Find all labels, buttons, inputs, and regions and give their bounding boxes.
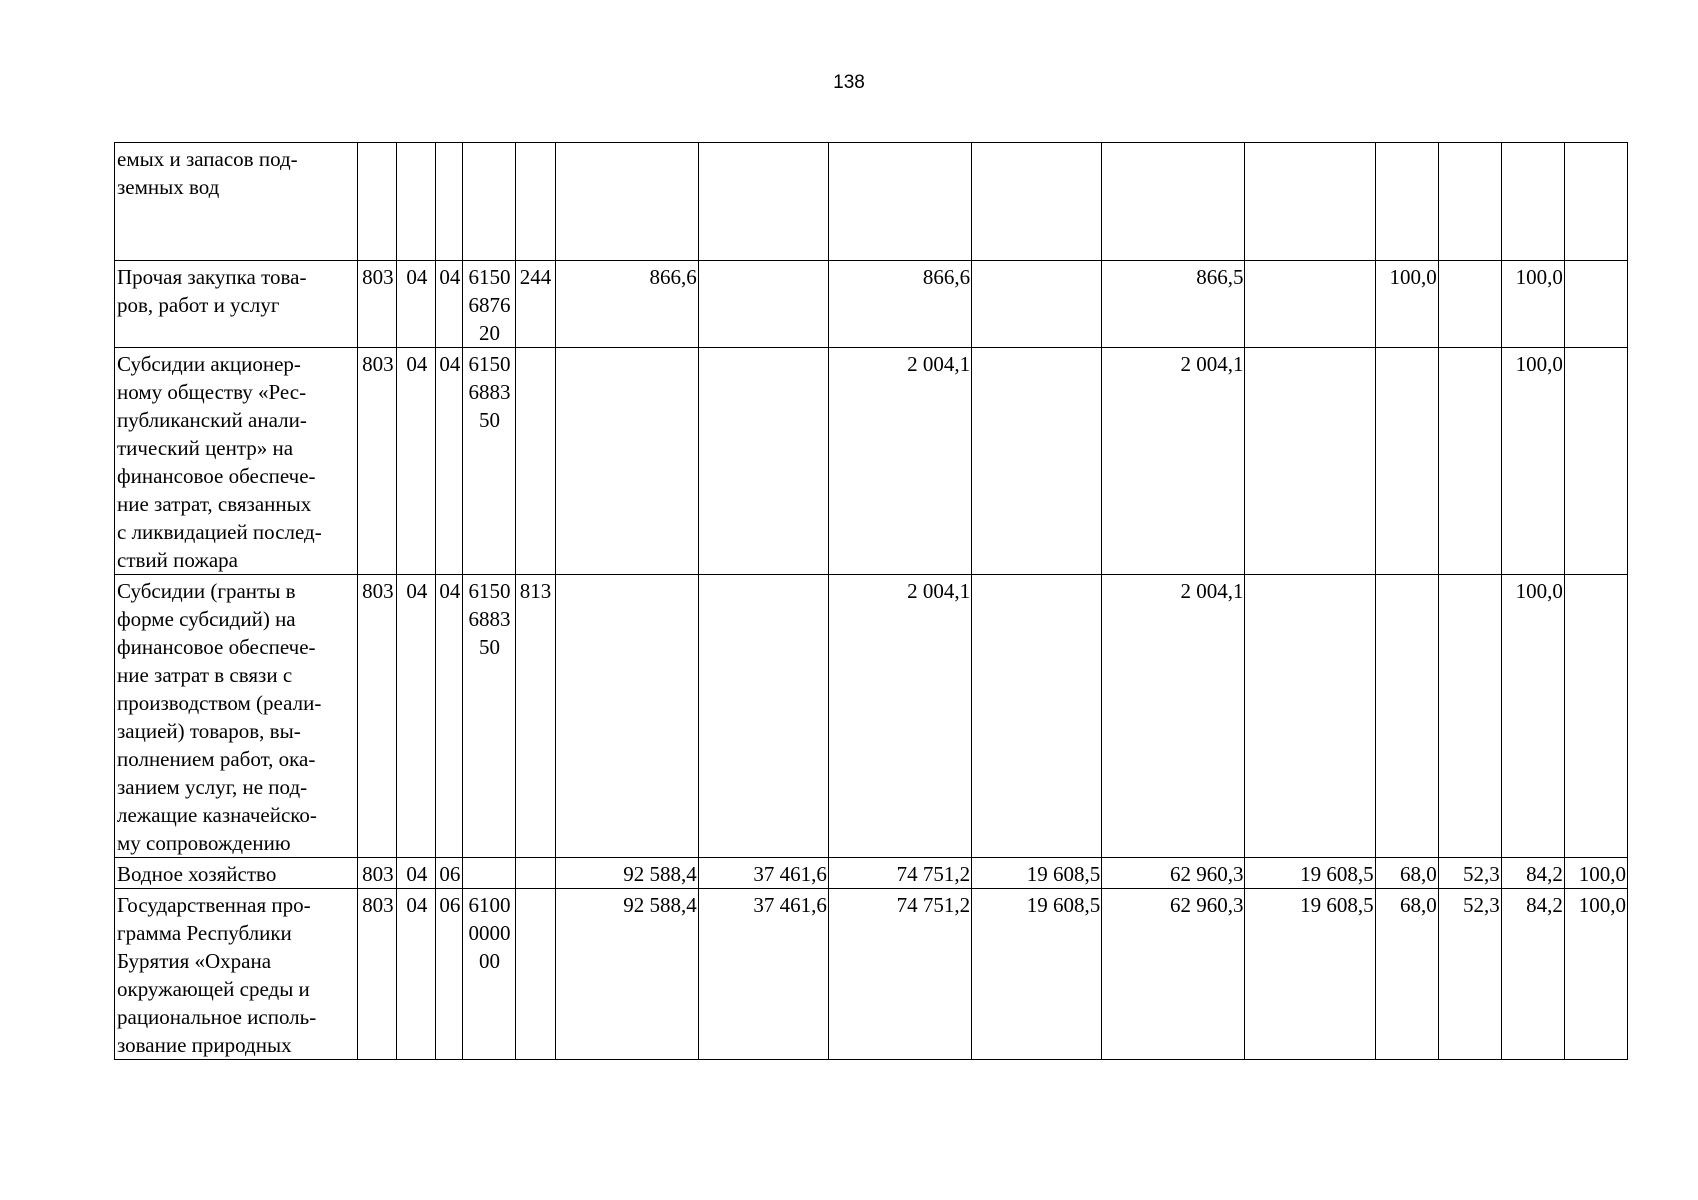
- table-row: [115, 889, 1628, 1060]
- row-name-cell: Водное хозяйство: [115, 858, 358, 889]
- code-section-cell: 04: [397, 858, 436, 889]
- code-subsection-cell: 06: [436, 858, 463, 889]
- code-subsection-cell: [436, 143, 463, 261]
- code-expense-type-cell: [515, 348, 555, 575]
- row-name-cell: емых и запасов под- земных вод: [115, 143, 358, 261]
- percent-plan-total-cell: [1375, 143, 1438, 261]
- value-actual-federal-cell: 19 608,5: [1245, 858, 1375, 889]
- value-plan-total-cell: [555, 143, 698, 261]
- code-expense-type-cell: [515, 889, 555, 1060]
- value-plan-total-cell: [555, 575, 698, 858]
- code-subsection-cell: 04: [436, 575, 463, 858]
- percent-plan-federal-cell: [1438, 261, 1501, 348]
- value-actual-federal-cell: [1245, 348, 1375, 575]
- value-refined-total-cell: 866,6: [828, 261, 971, 348]
- value-refined-total-cell: [828, 143, 971, 261]
- percent-refined-total-cell: 100,0: [1501, 575, 1564, 858]
- value-actual-total-cell: [1102, 143, 1245, 261]
- value-refined-total-cell: 2 004,1: [828, 575, 971, 858]
- value-actual-federal-cell: [1245, 575, 1375, 858]
- row-name-cell: Субсидии акционер- ному обществу «Рес- публиканский анали- тический центр» на финансовое обеспече- ние затрат, связанных с ликвидацией послед- ствий пожара: [115, 348, 358, 575]
- value-actual-federal-cell: [1245, 261, 1375, 348]
- value-refined-total-cell: 74 751,2: [828, 889, 971, 1060]
- percent-refined-total-cell: [1501, 143, 1564, 261]
- value-plan-total-cell: [555, 348, 698, 575]
- code-section-cell: [397, 143, 436, 261]
- code-subsection-cell: 04: [436, 261, 463, 348]
- page-number: 138: [833, 72, 865, 93]
- percent-refined-total-cell: 84,2: [1501, 889, 1564, 1060]
- code-expense-type-cell: 244: [515, 261, 555, 348]
- code-admin-cell: [358, 143, 397, 261]
- code-target-cell: 6150 6876 20: [463, 261, 515, 348]
- value-plan-federal-cell: 37 461,6: [698, 889, 828, 1060]
- code-admin-cell: 803: [358, 575, 397, 858]
- code-section-cell: 04: [397, 889, 436, 1060]
- table-row: [115, 261, 1628, 348]
- table-row: [115, 143, 1628, 261]
- percent-refined-federal-cell: [1564, 348, 1627, 575]
- table-row: [115, 575, 1628, 858]
- row-name-cell: Государственная про- грамма Республики Бурятия «Охрана окружающей среды и рациональное исполь- зование природных: [115, 889, 358, 1060]
- value-refined-federal-cell: 19 608,5: [972, 889, 1102, 1060]
- percent-plan-federal-cell: 52,3: [1438, 858, 1501, 889]
- value-plan-federal-cell: [698, 143, 828, 261]
- percent-plan-total-cell: 68,0: [1375, 889, 1438, 1060]
- percent-refined-total-cell: 84,2: [1501, 858, 1564, 889]
- value-actual-total-cell: 2 004,1: [1102, 575, 1245, 858]
- value-actual-total-cell: 62 960,3: [1102, 889, 1245, 1060]
- budget-table: [114, 142, 1628, 1060]
- percent-plan-total-cell: [1375, 348, 1438, 575]
- percent-refined-federal-cell: 100,0: [1564, 889, 1627, 1060]
- value-refined-federal-cell: [972, 261, 1102, 348]
- value-actual-federal-cell: [1245, 143, 1375, 261]
- value-plan-federal-cell: [698, 261, 828, 348]
- percent-refined-total-cell: 100,0: [1501, 261, 1564, 348]
- row-name-cell: Прочая закупка това- ров, работ и услуг: [115, 261, 358, 348]
- code-admin-cell: 803: [358, 889, 397, 1060]
- value-refined-federal-cell: [972, 143, 1102, 261]
- value-refined-federal-cell: 19 608,5: [972, 858, 1102, 889]
- code-section-cell: 04: [397, 348, 436, 575]
- value-plan-federal-cell: [698, 575, 828, 858]
- code-target-cell: 6100 0000 00: [463, 889, 515, 1060]
- code-admin-cell: 803: [358, 348, 397, 575]
- percent-plan-federal-cell: [1438, 348, 1501, 575]
- percent-plan-federal-cell: [1438, 143, 1501, 261]
- code-subsection-cell: 04: [436, 348, 463, 575]
- value-refined-total-cell: 2 004,1: [828, 348, 971, 575]
- code-admin-cell: 803: [358, 858, 397, 889]
- code-section-cell: 04: [397, 575, 436, 858]
- value-actual-federal-cell: 19 608,5: [1245, 889, 1375, 1060]
- percent-refined-federal-cell: 100,0: [1564, 858, 1627, 889]
- percent-plan-total-cell: 100,0: [1375, 261, 1438, 348]
- table-row: [115, 348, 1628, 575]
- percent-plan-total-cell: 68,0: [1375, 858, 1438, 889]
- code-target-cell: [463, 143, 515, 261]
- value-plan-total-cell: 866,6: [555, 261, 698, 348]
- percent-refined-federal-cell: [1564, 143, 1627, 261]
- value-refined-total-cell: 74 751,2: [828, 858, 971, 889]
- table-row: [115, 858, 1628, 889]
- value-plan-total-cell: 92 588,4: [555, 858, 698, 889]
- code-target-cell: 6150 6883 50: [463, 348, 515, 575]
- value-plan-federal-cell: 37 461,6: [698, 858, 828, 889]
- code-admin-cell: 803: [358, 261, 397, 348]
- percent-refined-federal-cell: [1564, 261, 1627, 348]
- code-subsection-cell: 06: [436, 889, 463, 1060]
- code-expense-type-cell: [515, 858, 555, 889]
- code-target-cell: 6150 6883 50: [463, 575, 515, 858]
- percent-plan-federal-cell: [1438, 575, 1501, 858]
- percent-plan-federal-cell: 52,3: [1438, 889, 1501, 1060]
- percent-plan-total-cell: [1375, 575, 1438, 858]
- value-actual-total-cell: 866,5: [1102, 261, 1245, 348]
- code-expense-type-cell: 813: [515, 575, 555, 858]
- value-refined-federal-cell: [972, 575, 1102, 858]
- code-section-cell: 04: [397, 261, 436, 348]
- value-actual-total-cell: 62 960,3: [1102, 858, 1245, 889]
- percent-refined-federal-cell: [1564, 575, 1627, 858]
- code-expense-type-cell: [515, 143, 555, 261]
- code-target-cell: [463, 858, 515, 889]
- row-name-cell: Субсидии (гранты в форме субсидий) на финансовое обеспече- ние затрат в связи с производством (реали- зацией) товаров, вы- полнением работ, ока- занием услуг, не под- лежащие казначейско- му сопровождению: [115, 575, 358, 858]
- value-refined-federal-cell: [972, 348, 1102, 575]
- value-plan-federal-cell: [698, 348, 828, 575]
- value-plan-total-cell: 92 588,4: [555, 889, 698, 1060]
- percent-refined-total-cell: 100,0: [1501, 348, 1564, 575]
- value-actual-total-cell: 2 004,1: [1102, 348, 1245, 575]
